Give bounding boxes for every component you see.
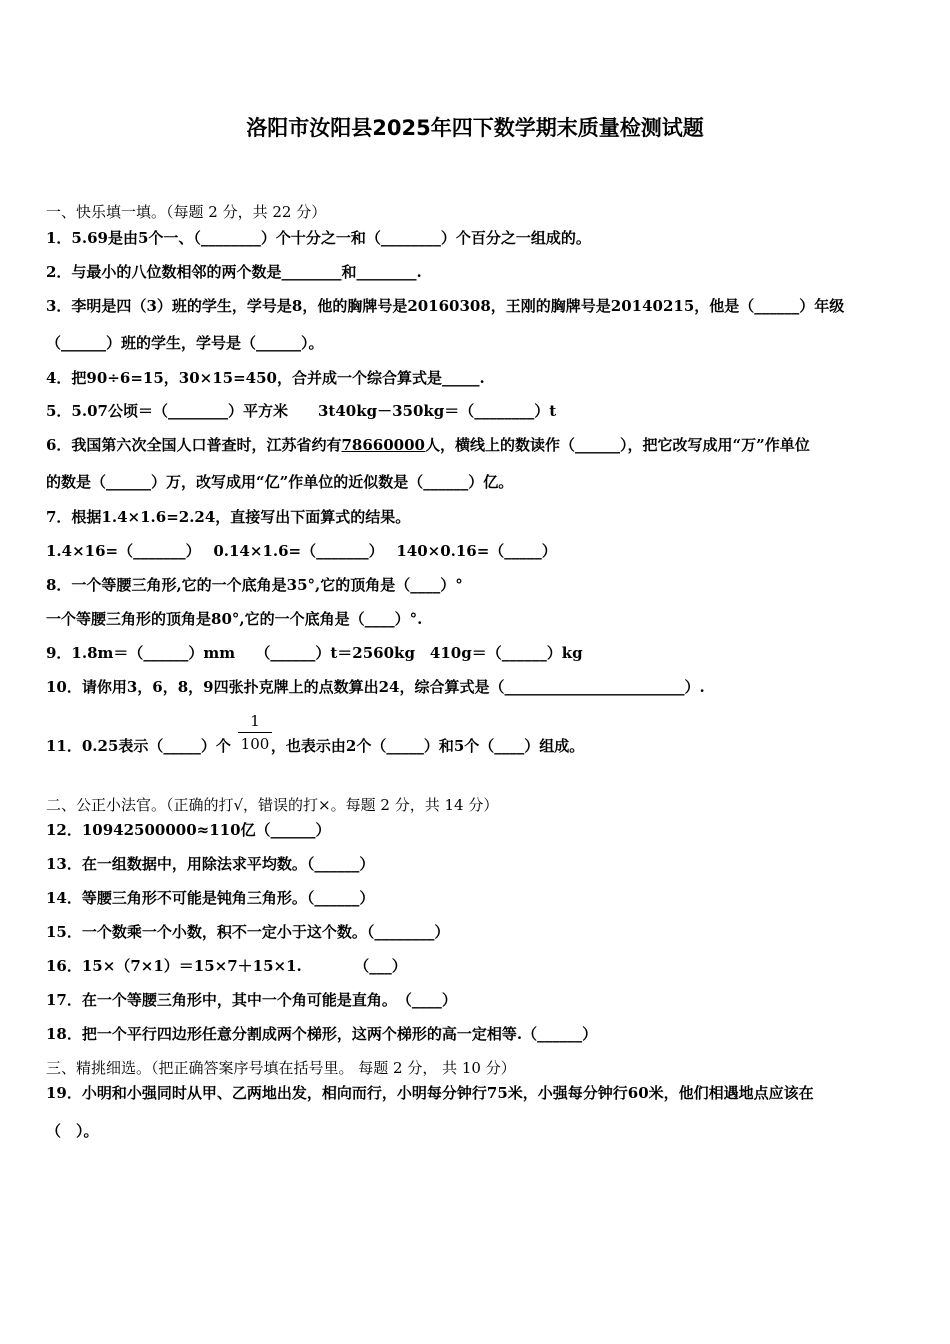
underlined-number: 78660000: [341, 436, 425, 454]
question-2: 2．与最小的八位数相邻的两个数是________和________.: [46, 263, 422, 281]
question-8-line-1: 8．一个等腰三角形,它的一个底角是35°,它的顶角是（____）°: [46, 576, 463, 594]
question-15: 15．一个数乘一个小数，积不一定小于这个数。（________）: [46, 923, 450, 941]
question-8-line-2: 一个等腰三角形的顶角是80°,它的一个底角是（____）°.: [46, 610, 423, 628]
question-10: 10．请你用3，6，8，9四张扑克牌上的点数算出24，综合算式是（________________________）.: [46, 678, 705, 696]
question-13: 13．在一组数据中，用除法求平均数。（______）: [46, 855, 375, 873]
question-9: 9．1.8m＝（______）mm （______）t＝2560kg 410g＝（______）kg: [46, 644, 583, 662]
question-4: 4．把90÷6=15，30×15=450，合并成一个综合算式是_____.: [46, 369, 485, 387]
question-14: 14．等腰三角形不可能是钝角三角形。（______）: [46, 889, 375, 907]
question-11: 11．0.25表示（_____）个 ，也表示由2个（_____）和5个（____）组成。: [46, 737, 585, 755]
question-17: 17．在一个等腰三角形中，其中一个角可能是直角。 （____）: [46, 991, 457, 1009]
fraction-denominator: 100: [240, 735, 270, 753]
question-6-line-2: 的数是（______）万，改写成用“亿”作单位的近似数是（______）亿。: [46, 473, 514, 491]
question-18: 18．把一个平行四边形任意分割成两个梯形，这两个梯形的高一定相等.（______）: [46, 1025, 598, 1043]
fraction-numerator: 1: [250, 712, 260, 730]
question-19-line-1: 19．小明和小强同时从甲、乙两地出发，相向而行，小明每分钟行75米，小强每分钟行60米，他们相遇地点应该在: [46, 1084, 814, 1102]
question-5: 5．5.07公顷＝（________）平方米 3t40kg－350kg＝（________）t: [46, 402, 557, 420]
section-heading-3: 三、精挑细选。（把正确答案序号填在括号里。 每题 2 分， 共 10 分）: [46, 1059, 516, 1077]
section-heading-2: 二、公正小法官。（正确的打√，错误的打×。每题 2 分，共 14 分）: [46, 796, 499, 814]
question-12: 12．10942500000≈110亿（______）: [46, 821, 331, 839]
question-3-line-1: 3．李明是四（3）班的学生，学号是8，他的胸牌号是20160308，王刚的胸牌号是20140215，他是（______）年级: [46, 297, 845, 315]
question-1: 1．5.69是由5个一、（________）个十分之一和（________）个百分之一组成的。: [46, 229, 591, 247]
section-heading-1: 一、快乐填一填。（每题 2 分，共 22 分）: [46, 203, 327, 221]
question-6-line-1: 6．我国第六次全国人口普查时，江苏省约有78660000人，横线上的数读作（______），把它改写成用“万”作单位: [46, 436, 810, 454]
page-title: 洛阳市汝阳县2025年四下数学期末质量检测试题: [246, 116, 704, 140]
question-7-line-1: 7．根据1.4×1.6=2.24，直接写出下面算式的结果。: [46, 508, 411, 526]
question-7-line-2: 1.4×16=（_______） 0.14×1.6=（_______） 140×0.16=（_____）: [46, 542, 557, 560]
fraction-one-hundredth: [238, 712, 272, 753]
question-19-line-2: （ ）。: [46, 1122, 99, 1140]
question-3-line-2: （______）班的学生，学号是（______）。: [46, 334, 324, 352]
question-16: 16．15×（7×1）＝15×7＋15×1. （___）: [46, 957, 407, 975]
